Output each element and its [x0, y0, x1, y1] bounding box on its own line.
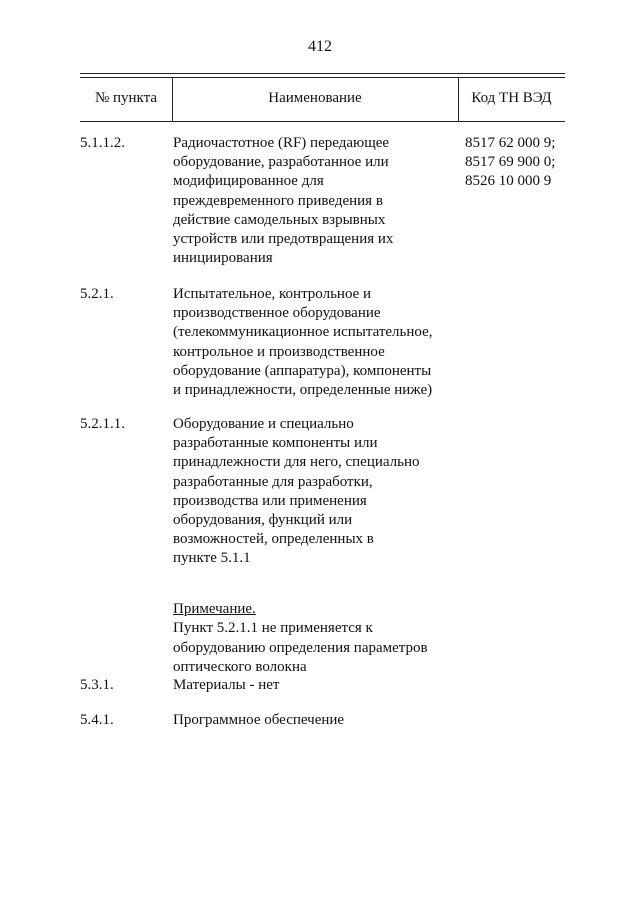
- page-number: 412: [308, 38, 332, 55]
- header-col-name: Наименование: [268, 90, 362, 106]
- header-rule-top: [80, 73, 565, 74]
- header-col-number: № пункта: [94, 90, 158, 106]
- note-title: Примечание.: [173, 601, 256, 618]
- row-name: Программное обеспечение: [173, 712, 345, 728]
- row-name: Испытательное, контрольное и производственное оборудование (телекоммуникационное испытательное, контрольное и производственное оборудование (аппаратура), компоненты и принадлежности, определенные ниже): [173, 286, 433, 399]
- header-col-code: Код ТН ВЭД: [471, 90, 552, 106]
- row-name: Оборудование и специально разработанные компоненты или принадлежности для него, специально разработанные для разработки, производства или применения оборудования, функций или возможностей, определенных в пункте 5.1.1: [173, 416, 420, 567]
- note-text: Пункт 5.2.1.1 не применяется к оборудованию определения параметров оптического волокна: [173, 620, 428, 675]
- row-number: 5.1.1.2.: [80, 135, 125, 151]
- row-number: 5.2.1.: [80, 286, 114, 302]
- table-header: [80, 73, 565, 123]
- row-number: 5.2.1.1.: [80, 416, 125, 432]
- header-rule-bottom: [80, 121, 565, 122]
- row-number: 5.3.1.: [80, 677, 114, 693]
- row-name: Материалы - нет: [173, 677, 280, 693]
- row-code: 8517 62 000 9; 8517 69 900 0; 8526 10 000 9: [465, 135, 556, 190]
- header-rule-top-inner: [80, 77, 565, 78]
- row-number: 5.4.1.: [80, 712, 114, 728]
- row-name: Радиочастотное (RF) передающее оборудование, разработанное или модифицированное для преждевременного приведения в действие самодельных взрывных устройств или предотвращения их инициирования: [173, 135, 394, 267]
